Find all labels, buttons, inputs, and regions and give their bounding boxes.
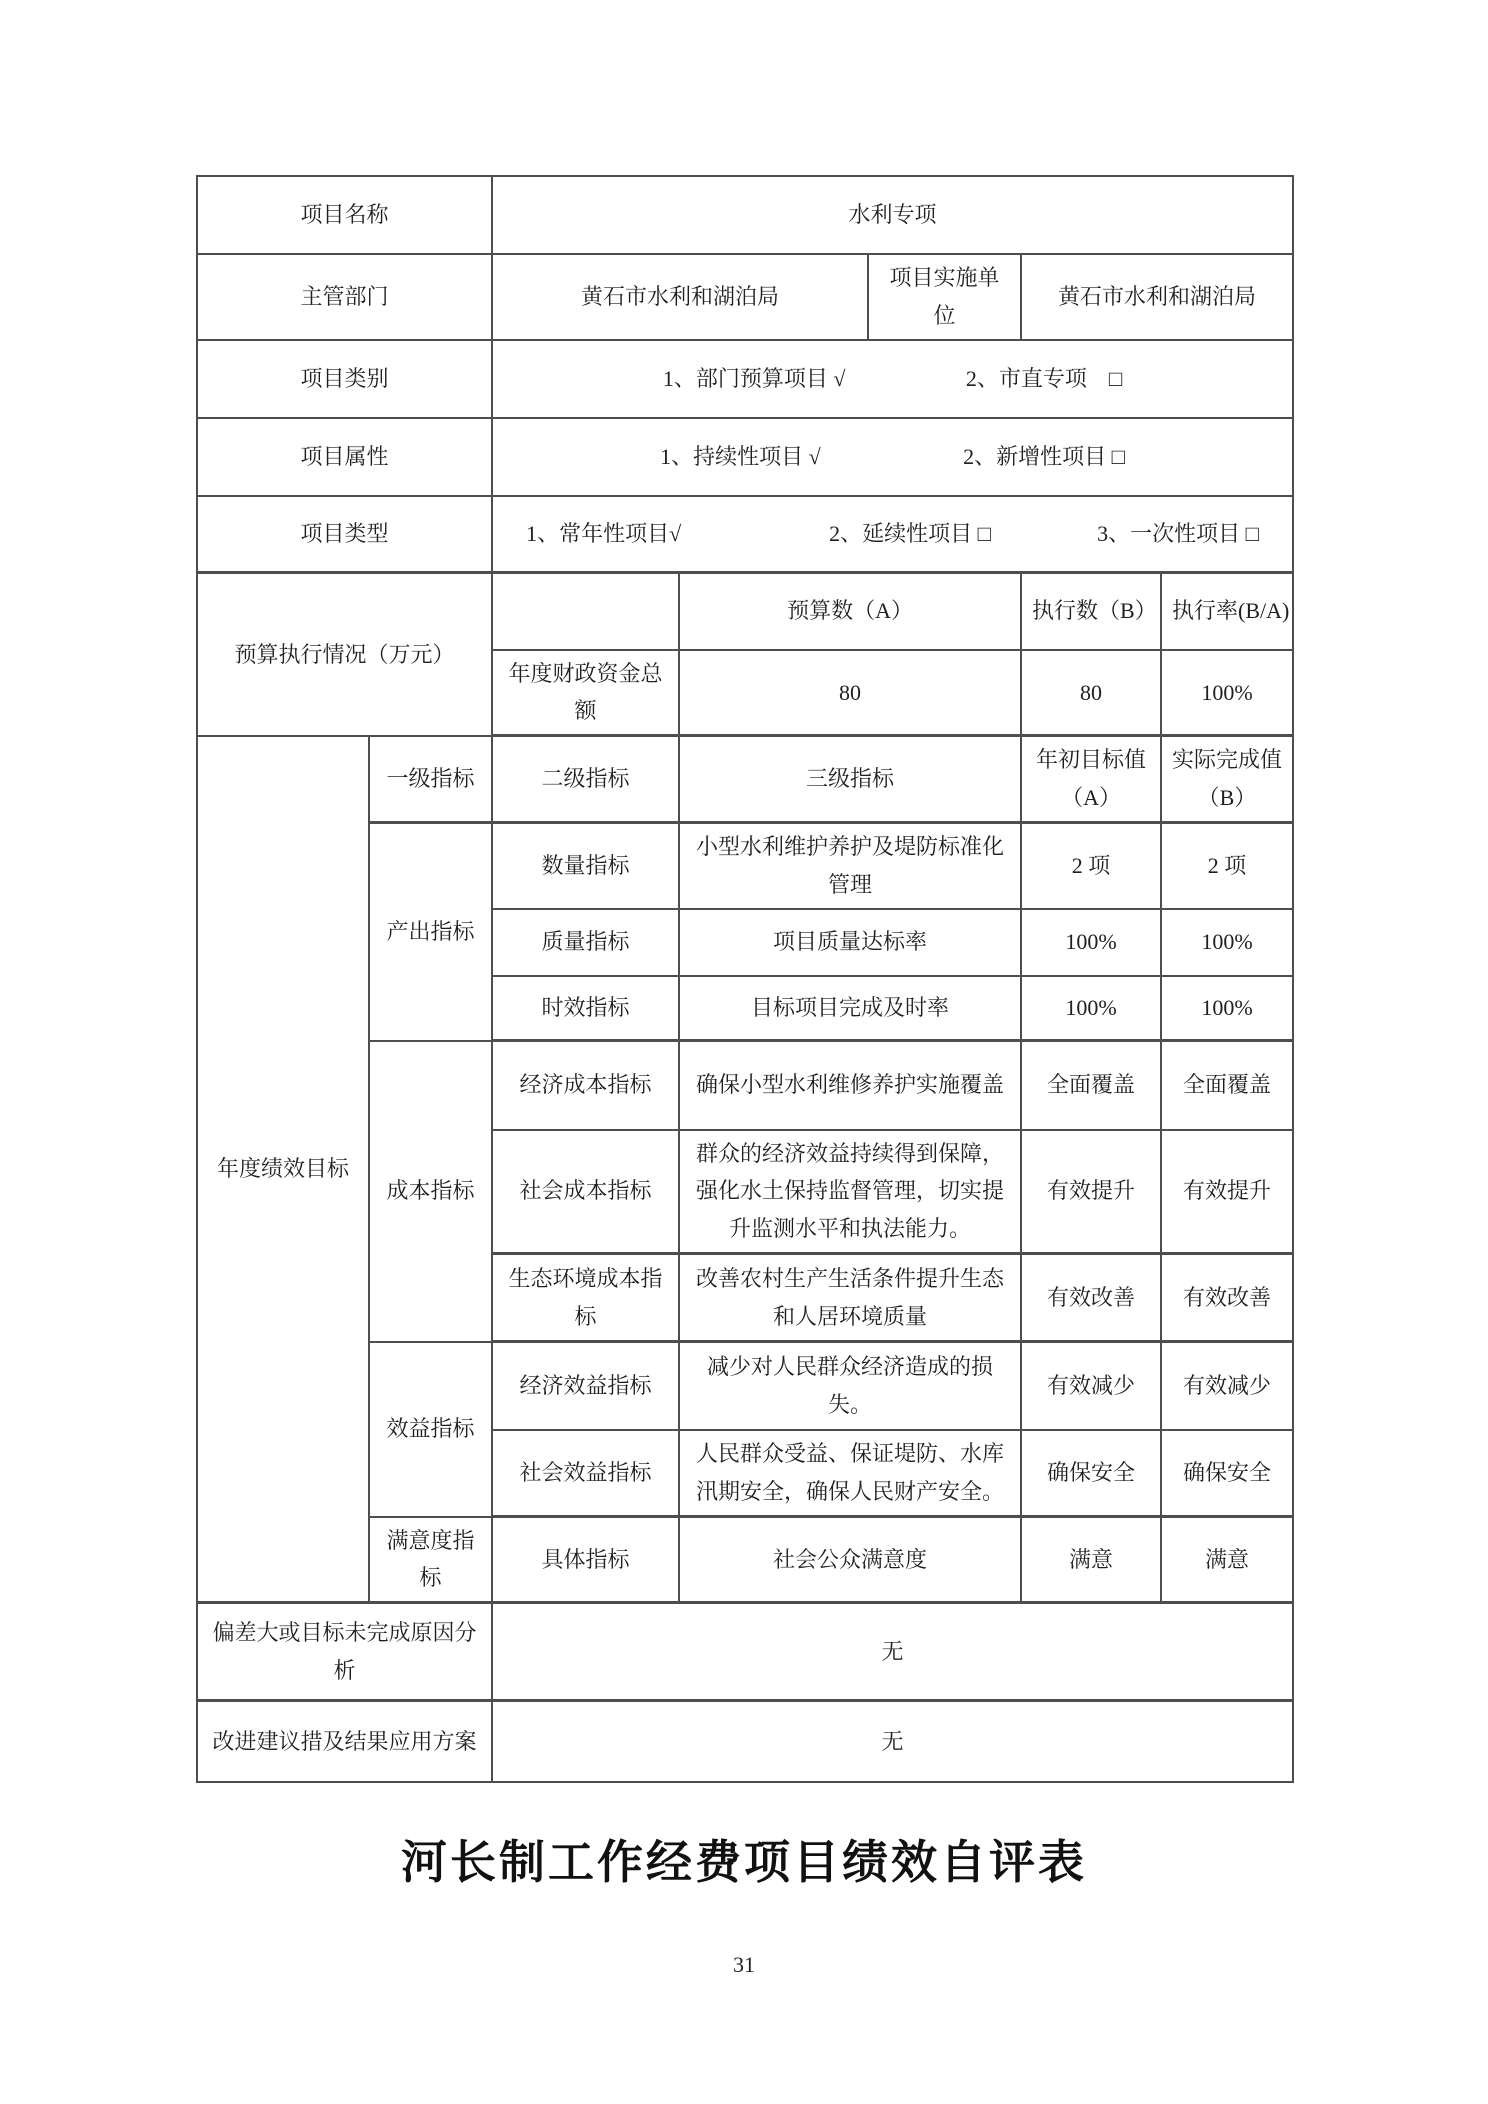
budget-empty-cell — [492, 573, 679, 650]
budget-col-budget: 预算数（A） — [679, 573, 1021, 650]
category-options — [492, 340, 1293, 418]
header-level3: 三级指标 — [679, 736, 1021, 823]
indicator-level2: 生态环境成本指标 — [492, 1254, 679, 1342]
indicator-actual: 满意 — [1161, 1517, 1293, 1603]
group-satisfaction: 满意度指标 — [369, 1517, 492, 1603]
attribute-label: 项目属性 — [197, 418, 492, 496]
indicator-level3: 改善农村生产生活条件提升生态和人居环境质量 — [679, 1254, 1021, 1342]
indicator-actual: 有效减少 — [1161, 1342, 1293, 1430]
indicator-target: 有效减少 — [1021, 1342, 1161, 1430]
category-option-1: 1、部门预算项目 √ — [662, 365, 846, 391]
indicator-target: 100% — [1021, 909, 1161, 976]
row-improvement — [197, 1701, 1293, 1782]
indicator-level2: 经济成本指标 — [492, 1041, 679, 1130]
row-deviation — [197, 1603, 1293, 1701]
budget-col-exec: 执行数（B） — [1021, 573, 1161, 650]
indicator-actual: 全面覆盖 — [1161, 1041, 1293, 1130]
budget-col-rate: 执行率(B/A) — [1161, 573, 1293, 650]
row-department — [197, 254, 1293, 340]
indicator-target: 全面覆盖 — [1021, 1041, 1161, 1130]
impl-unit-value: 黄石市水利和湖泊局 — [1021, 254, 1293, 340]
deviation-label: 偏差大或目标未完成原因分析 — [197, 1603, 492, 1701]
deviation-value: 无 — [492, 1603, 1293, 1701]
type-option-2: 2、延续性项目 □ — [829, 520, 991, 546]
category-option-2: 2、市直专项 □ — [965, 365, 1123, 391]
budget-value: 80 — [679, 650, 1021, 736]
impl-unit-label: 项目实施单位 — [868, 254, 1021, 340]
attribute-option-1: 1、持续性项目 √ — [660, 443, 821, 469]
indicator-level3: 目标项目完成及时率 — [679, 976, 1021, 1041]
project-name-value: 水利专项 — [492, 176, 1293, 254]
indicator-level2: 社会成本指标 — [492, 1130, 679, 1254]
row-category — [197, 340, 1293, 418]
group-benefit: 效益指标 — [369, 1342, 492, 1517]
header-level1: 一级指标 — [369, 736, 492, 823]
indicator-actual: 有效提升 — [1161, 1130, 1293, 1254]
indicator-actual: 100% — [1161, 909, 1293, 976]
indicator-level3: 人民群众受益、保证堤防、水库汛期安全，确保人民财产安全。 — [679, 1430, 1021, 1517]
type-label: 项目类型 — [197, 496, 492, 573]
indicator-actual: 2 项 — [1161, 822, 1293, 908]
row-project-name — [197, 176, 1293, 254]
row-indicator-header — [197, 736, 1293, 823]
performance-label: 年度绩效目标 — [197, 736, 369, 1603]
indicator-target: 确保安全 — [1021, 1430, 1161, 1517]
indicator-level3: 确保小型水利维修养护实施覆盖 — [679, 1041, 1021, 1130]
project-name-label: 项目名称 — [197, 176, 492, 254]
page-number: 31 — [733, 1952, 755, 1977]
type-options — [492, 496, 1293, 573]
attribute-option-2: 2、新增性项目 □ — [963, 443, 1125, 469]
row-budget-header — [197, 573, 1293, 650]
row-type — [197, 496, 1293, 573]
type-option-1: 1、常年性项目√ — [526, 520, 682, 546]
indicator-level3: 项目质量达标率 — [679, 909, 1021, 976]
attribute-options — [492, 418, 1293, 496]
document-title: 河长制工作经费项目绩效自评表 — [401, 1837, 1087, 1888]
indicator-target: 有效改善 — [1021, 1254, 1161, 1342]
header-target: 年初目标值（A） — [1021, 736, 1161, 823]
category-label: 项目类别 — [197, 340, 492, 418]
indicator-actual: 100% — [1161, 976, 1293, 1041]
group-cost: 成本指标 — [369, 1041, 492, 1342]
improvement-label: 改进建议措及结果应用方案 — [197, 1701, 492, 1782]
budget-row-label: 年度财政资金总额 — [492, 650, 679, 736]
exec-value: 80 — [1021, 650, 1161, 736]
type-option-3: 3、一次性项目 □ — [1097, 520, 1259, 546]
group-output: 产出指标 — [369, 822, 492, 1040]
header-level2: 二级指标 — [492, 736, 679, 823]
improvement-value: 无 — [492, 1701, 1293, 1782]
indicator-target: 满意 — [1021, 1517, 1161, 1603]
indicator-level2: 时效指标 — [492, 976, 679, 1041]
indicator-level2: 经济效益指标 — [492, 1342, 679, 1430]
indicator-level2: 数量指标 — [492, 822, 679, 908]
indicator-level3: 小型水利维护养护及堤防标准化管理 — [679, 822, 1021, 908]
indicator-actual: 有效改善 — [1161, 1254, 1293, 1342]
indicator-level3: 减少对人民群众经济造成的损失。 — [679, 1342, 1021, 1430]
department-label: 主管部门 — [197, 254, 492, 340]
indicator-target: 有效提升 — [1021, 1130, 1161, 1254]
indicator-actual: 确保安全 — [1161, 1430, 1293, 1517]
indicator-level2: 具体指标 — [492, 1517, 679, 1603]
indicator-level2: 社会效益指标 — [492, 1430, 679, 1517]
budget-label: 预算执行情况（万元） — [197, 573, 492, 736]
rate-value: 100% — [1161, 650, 1293, 736]
header-actual: 实际完成值（B） — [1161, 736, 1293, 823]
indicator-level2: 质量指标 — [492, 909, 679, 976]
indicator-target: 100% — [1021, 976, 1161, 1041]
indicator-level3: 群众的经济效益持续得到保障，强化水土保持监督管理，切实提升监测水平和执法能力。 — [679, 1130, 1021, 1254]
department-value: 黄石市水利和湖泊局 — [492, 254, 868, 340]
indicator-target: 2 项 — [1021, 822, 1161, 908]
row-attribute — [197, 418, 1293, 496]
self-evaluation-table — [196, 175, 1294, 1783]
indicator-level3: 社会公众满意度 — [679, 1517, 1021, 1603]
